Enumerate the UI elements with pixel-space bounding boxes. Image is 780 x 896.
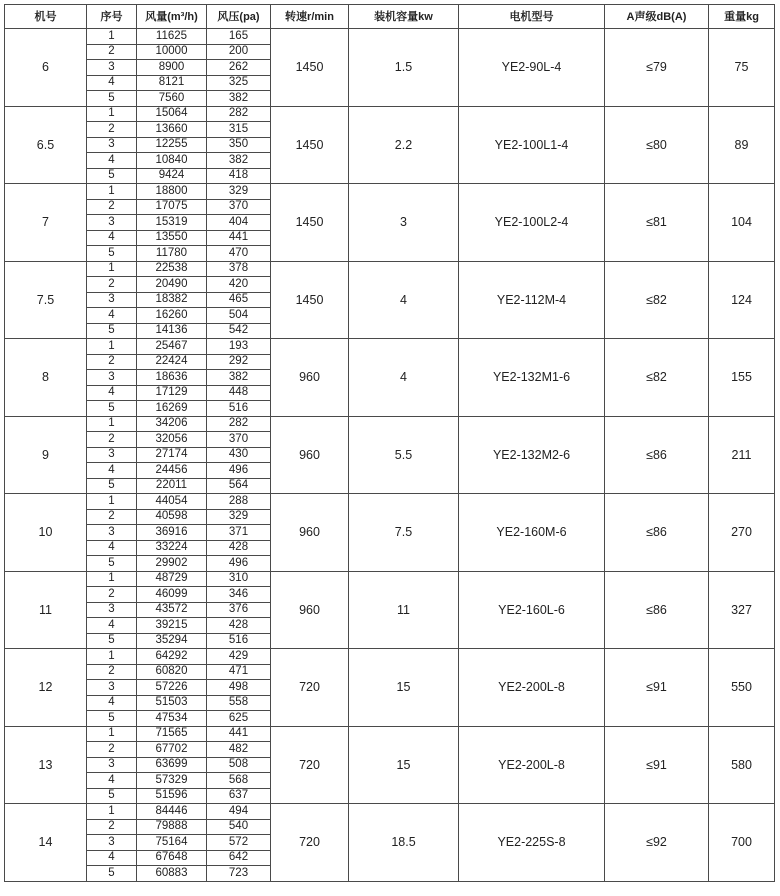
airflow-cell: 15064 xyxy=(137,106,207,122)
table-row xyxy=(5,184,775,200)
airflow-cell: 8121 xyxy=(137,75,207,91)
index-cell: 2 xyxy=(87,432,137,448)
airflow-cell: 57329 xyxy=(137,773,207,789)
airflow-cell: 44054 xyxy=(137,494,207,510)
weight-cell: 211 xyxy=(709,416,775,494)
index-cell: 1 xyxy=(87,184,137,200)
pressure-cell: 376 xyxy=(207,602,271,618)
airflow-cell: 84446 xyxy=(137,804,207,820)
weight-cell: 155 xyxy=(709,339,775,417)
pressure-cell: 516 xyxy=(207,401,271,417)
noise-cell: ≤91 xyxy=(605,649,709,727)
airflow-cell: 51596 xyxy=(137,788,207,804)
header-model: 机号 xyxy=(5,5,87,29)
index-cell: 3 xyxy=(87,370,137,386)
power-cell: 5.5 xyxy=(349,416,459,494)
pressure-cell: 448 xyxy=(207,385,271,401)
pressure-cell: 496 xyxy=(207,556,271,572)
airflow-cell: 25467 xyxy=(137,339,207,355)
airflow-cell: 16260 xyxy=(137,308,207,324)
weight-cell: 89 xyxy=(709,106,775,184)
airflow-cell: 10840 xyxy=(137,153,207,169)
table-row xyxy=(5,261,775,277)
header-speed: 转速r/min xyxy=(271,5,349,29)
noise-cell: ≤82 xyxy=(605,339,709,417)
pressure-cell: 315 xyxy=(207,122,271,138)
model-cell: 13 xyxy=(5,726,87,804)
header-power: 装机容量kw xyxy=(349,5,459,29)
airflow-cell: 18382 xyxy=(137,292,207,308)
index-cell: 1 xyxy=(87,649,137,665)
header-noise: A声级dB(A) xyxy=(605,5,709,29)
motor-cell: YE2-200L-8 xyxy=(459,649,605,727)
motor-cell: YE2-160M-6 xyxy=(459,494,605,572)
weight-cell: 75 xyxy=(709,29,775,107)
motor-cell: YE2-132M2-6 xyxy=(459,416,605,494)
airflow-cell: 7560 xyxy=(137,91,207,107)
index-cell: 4 xyxy=(87,308,137,324)
airflow-cell: 47534 xyxy=(137,711,207,727)
header-row xyxy=(5,5,775,29)
airflow-cell: 27174 xyxy=(137,447,207,463)
airflow-cell: 40598 xyxy=(137,509,207,525)
airflow-cell: 33224 xyxy=(137,540,207,556)
model-cell: 10 xyxy=(5,494,87,572)
motor-cell: YE2-225S-8 xyxy=(459,804,605,882)
spec-table-container xyxy=(4,4,774,882)
pressure-cell: 498 xyxy=(207,680,271,696)
model-cell: 7.5 xyxy=(5,261,87,339)
airflow-cell: 24456 xyxy=(137,463,207,479)
noise-cell: ≤91 xyxy=(605,726,709,804)
model-cell: 9 xyxy=(5,416,87,494)
model-cell: 6.5 xyxy=(5,106,87,184)
pressure-cell: 642 xyxy=(207,850,271,866)
pressure-cell: 482 xyxy=(207,742,271,758)
table-row xyxy=(5,726,775,742)
pressure-cell: 262 xyxy=(207,60,271,76)
speed-cell: 960 xyxy=(271,339,349,417)
index-cell: 1 xyxy=(87,494,137,510)
motor-cell: YE2-112M-4 xyxy=(459,261,605,339)
motor-cell: YE2-100L2-4 xyxy=(459,184,605,262)
airflow-cell: 13660 xyxy=(137,122,207,138)
speed-cell: 960 xyxy=(271,494,349,572)
index-cell: 4 xyxy=(87,540,137,556)
noise-cell: ≤86 xyxy=(605,494,709,572)
power-cell: 15 xyxy=(349,726,459,804)
speed-cell: 720 xyxy=(271,804,349,882)
airflow-cell: 34206 xyxy=(137,416,207,432)
index-cell: 3 xyxy=(87,215,137,231)
table-row xyxy=(5,29,775,45)
pressure-cell: 165 xyxy=(207,29,271,45)
power-cell: 3 xyxy=(349,184,459,262)
index-cell: 3 xyxy=(87,60,137,76)
index-cell: 1 xyxy=(87,726,137,742)
airflow-cell: 67702 xyxy=(137,742,207,758)
pressure-cell: 420 xyxy=(207,277,271,293)
airflow-cell: 12255 xyxy=(137,137,207,153)
airflow-cell: 46099 xyxy=(137,587,207,603)
index-cell: 4 xyxy=(87,153,137,169)
pressure-cell: 429 xyxy=(207,649,271,665)
pressure-cell: 441 xyxy=(207,726,271,742)
index-cell: 2 xyxy=(87,44,137,60)
index-cell: 2 xyxy=(87,819,137,835)
pressure-cell: 430 xyxy=(207,447,271,463)
index-cell: 3 xyxy=(87,602,137,618)
pressure-cell: 370 xyxy=(207,199,271,215)
pressure-cell: 564 xyxy=(207,478,271,494)
index-cell: 2 xyxy=(87,664,137,680)
weight-cell: 327 xyxy=(709,571,775,649)
index-cell: 4 xyxy=(87,773,137,789)
pressure-cell: 568 xyxy=(207,773,271,789)
noise-cell: ≤79 xyxy=(605,29,709,107)
header-index: 序号 xyxy=(87,5,137,29)
airflow-cell: 57226 xyxy=(137,680,207,696)
index-cell: 2 xyxy=(87,354,137,370)
index-cell: 3 xyxy=(87,680,137,696)
index-cell: 4 xyxy=(87,850,137,866)
pressure-cell: 382 xyxy=(207,153,271,169)
power-cell: 4 xyxy=(349,339,459,417)
weight-cell: 700 xyxy=(709,804,775,882)
model-cell: 14 xyxy=(5,804,87,882)
airflow-cell: 17075 xyxy=(137,199,207,215)
airflow-cell: 36916 xyxy=(137,525,207,541)
airflow-cell: 39215 xyxy=(137,618,207,634)
fan-spec-table xyxy=(4,4,775,882)
header-airflow: 风量(m³/h) xyxy=(137,5,207,29)
noise-cell: ≤81 xyxy=(605,184,709,262)
airflow-cell: 17129 xyxy=(137,385,207,401)
index-cell: 4 xyxy=(87,385,137,401)
table-row xyxy=(5,106,775,122)
index-cell: 5 xyxy=(87,323,137,339)
pressure-cell: 471 xyxy=(207,664,271,680)
index-cell: 2 xyxy=(87,277,137,293)
airflow-cell: 22011 xyxy=(137,478,207,494)
pressure-cell: 470 xyxy=(207,246,271,262)
index-cell: 5 xyxy=(87,478,137,494)
pressure-cell: 542 xyxy=(207,323,271,339)
weight-cell: 580 xyxy=(709,726,775,804)
index-cell: 1 xyxy=(87,804,137,820)
pressure-cell: 329 xyxy=(207,184,271,200)
index-cell: 1 xyxy=(87,571,137,587)
airflow-cell: 8900 xyxy=(137,60,207,76)
airflow-cell: 60820 xyxy=(137,664,207,680)
airflow-cell: 43572 xyxy=(137,602,207,618)
model-cell: 12 xyxy=(5,649,87,727)
pressure-cell: 382 xyxy=(207,370,271,386)
noise-cell: ≤92 xyxy=(605,804,709,882)
pressure-cell: 637 xyxy=(207,788,271,804)
index-cell: 4 xyxy=(87,695,137,711)
noise-cell: ≤80 xyxy=(605,106,709,184)
index-cell: 5 xyxy=(87,401,137,417)
index-cell: 2 xyxy=(87,122,137,138)
index-cell: 5 xyxy=(87,633,137,649)
pressure-cell: 382 xyxy=(207,91,271,107)
power-cell: 11 xyxy=(349,571,459,649)
table-row xyxy=(5,804,775,820)
index-cell: 5 xyxy=(87,711,137,727)
pressure-cell: 428 xyxy=(207,618,271,634)
pressure-cell: 370 xyxy=(207,432,271,448)
index-cell: 3 xyxy=(87,137,137,153)
pressure-cell: 504 xyxy=(207,308,271,324)
header-pressure: 风压(pa) xyxy=(207,5,271,29)
airflow-cell: 9424 xyxy=(137,168,207,184)
speed-cell: 960 xyxy=(271,571,349,649)
pressure-cell: 288 xyxy=(207,494,271,510)
airflow-cell: 67648 xyxy=(137,850,207,866)
pressure-cell: 282 xyxy=(207,106,271,122)
speed-cell: 1450 xyxy=(271,184,349,262)
airflow-cell: 18800 xyxy=(137,184,207,200)
airflow-cell: 10000 xyxy=(137,44,207,60)
table-row xyxy=(5,649,775,665)
index-cell: 3 xyxy=(87,447,137,463)
table-row xyxy=(5,416,775,432)
pressure-cell: 572 xyxy=(207,835,271,851)
motor-cell: YE2-160L-6 xyxy=(459,571,605,649)
pressure-cell: 350 xyxy=(207,137,271,153)
table-row xyxy=(5,571,775,587)
index-cell: 5 xyxy=(87,866,137,882)
pressure-cell: 310 xyxy=(207,571,271,587)
motor-cell: YE2-200L-8 xyxy=(459,726,605,804)
pressure-cell: 558 xyxy=(207,695,271,711)
pressure-cell: 494 xyxy=(207,804,271,820)
speed-cell: 960 xyxy=(271,416,349,494)
model-cell: 7 xyxy=(5,184,87,262)
airflow-cell: 13550 xyxy=(137,230,207,246)
model-cell: 6 xyxy=(5,29,87,107)
airflow-cell: 20490 xyxy=(137,277,207,293)
airflow-cell: 15319 xyxy=(137,215,207,231)
index-cell: 4 xyxy=(87,230,137,246)
power-cell: 18.5 xyxy=(349,804,459,882)
index-cell: 1 xyxy=(87,416,137,432)
pressure-cell: 428 xyxy=(207,540,271,556)
pressure-cell: 371 xyxy=(207,525,271,541)
index-cell: 5 xyxy=(87,91,137,107)
motor-cell: YE2-90L-4 xyxy=(459,29,605,107)
pressure-cell: 404 xyxy=(207,215,271,231)
index-cell: 2 xyxy=(87,199,137,215)
index-cell: 3 xyxy=(87,835,137,851)
index-cell: 1 xyxy=(87,29,137,45)
pressure-cell: 723 xyxy=(207,866,271,882)
airflow-cell: 48729 xyxy=(137,571,207,587)
motor-cell: YE2-132M1-6 xyxy=(459,339,605,417)
motor-cell: YE2-100L1-4 xyxy=(459,106,605,184)
index-cell: 2 xyxy=(87,509,137,525)
pressure-cell: 346 xyxy=(207,587,271,603)
speed-cell: 720 xyxy=(271,726,349,804)
airflow-cell: 79888 xyxy=(137,819,207,835)
airflow-cell: 29902 xyxy=(137,556,207,572)
power-cell: 7.5 xyxy=(349,494,459,572)
airflow-cell: 51503 xyxy=(137,695,207,711)
pressure-cell: 465 xyxy=(207,292,271,308)
model-cell: 8 xyxy=(5,339,87,417)
power-cell: 15 xyxy=(349,649,459,727)
power-cell: 4 xyxy=(349,261,459,339)
pressure-cell: 329 xyxy=(207,509,271,525)
index-cell: 3 xyxy=(87,292,137,308)
index-cell: 1 xyxy=(87,106,137,122)
airflow-cell: 22424 xyxy=(137,354,207,370)
airflow-cell: 16269 xyxy=(137,401,207,417)
table-row xyxy=(5,494,775,510)
weight-cell: 550 xyxy=(709,649,775,727)
airflow-cell: 11780 xyxy=(137,246,207,262)
airflow-cell: 18636 xyxy=(137,370,207,386)
pressure-cell: 292 xyxy=(207,354,271,370)
pressure-cell: 516 xyxy=(207,633,271,649)
pressure-cell: 508 xyxy=(207,757,271,773)
weight-cell: 104 xyxy=(709,184,775,262)
airflow-cell: 64292 xyxy=(137,649,207,665)
pressure-cell: 441 xyxy=(207,230,271,246)
table-row xyxy=(5,339,775,355)
index-cell: 2 xyxy=(87,587,137,603)
noise-cell: ≤86 xyxy=(605,571,709,649)
pressure-cell: 540 xyxy=(207,819,271,835)
pressure-cell: 200 xyxy=(207,44,271,60)
speed-cell: 1450 xyxy=(271,261,349,339)
power-cell: 2.2 xyxy=(349,106,459,184)
pressure-cell: 378 xyxy=(207,261,271,277)
index-cell: 3 xyxy=(87,525,137,541)
weight-cell: 270 xyxy=(709,494,775,572)
pressure-cell: 193 xyxy=(207,339,271,355)
airflow-cell: 35294 xyxy=(137,633,207,649)
model-cell: 11 xyxy=(5,571,87,649)
speed-cell: 1450 xyxy=(271,29,349,107)
airflow-cell: 14136 xyxy=(137,323,207,339)
speed-cell: 720 xyxy=(271,649,349,727)
noise-cell: ≤86 xyxy=(605,416,709,494)
index-cell: 4 xyxy=(87,75,137,91)
weight-cell: 124 xyxy=(709,261,775,339)
airflow-cell: 75164 xyxy=(137,835,207,851)
airflow-cell: 63699 xyxy=(137,757,207,773)
index-cell: 2 xyxy=(87,742,137,758)
speed-cell: 1450 xyxy=(271,106,349,184)
index-cell: 5 xyxy=(87,246,137,262)
index-cell: 5 xyxy=(87,556,137,572)
header-weight: 重量kg xyxy=(709,5,775,29)
pressure-cell: 496 xyxy=(207,463,271,479)
index-cell: 1 xyxy=(87,261,137,277)
pressure-cell: 625 xyxy=(207,711,271,727)
airflow-cell: 22538 xyxy=(137,261,207,277)
index-cell: 3 xyxy=(87,757,137,773)
airflow-cell: 32056 xyxy=(137,432,207,448)
pressure-cell: 282 xyxy=(207,416,271,432)
index-cell: 4 xyxy=(87,463,137,479)
index-cell: 5 xyxy=(87,788,137,804)
power-cell: 1.5 xyxy=(349,29,459,107)
noise-cell: ≤82 xyxy=(605,261,709,339)
airflow-cell: 71565 xyxy=(137,726,207,742)
index-cell: 5 xyxy=(87,168,137,184)
header-motor: 电机型号 xyxy=(459,5,605,29)
airflow-cell: 60883 xyxy=(137,866,207,882)
pressure-cell: 418 xyxy=(207,168,271,184)
index-cell: 1 xyxy=(87,339,137,355)
index-cell: 4 xyxy=(87,618,137,634)
pressure-cell: 325 xyxy=(207,75,271,91)
airflow-cell: 11625 xyxy=(137,29,207,45)
